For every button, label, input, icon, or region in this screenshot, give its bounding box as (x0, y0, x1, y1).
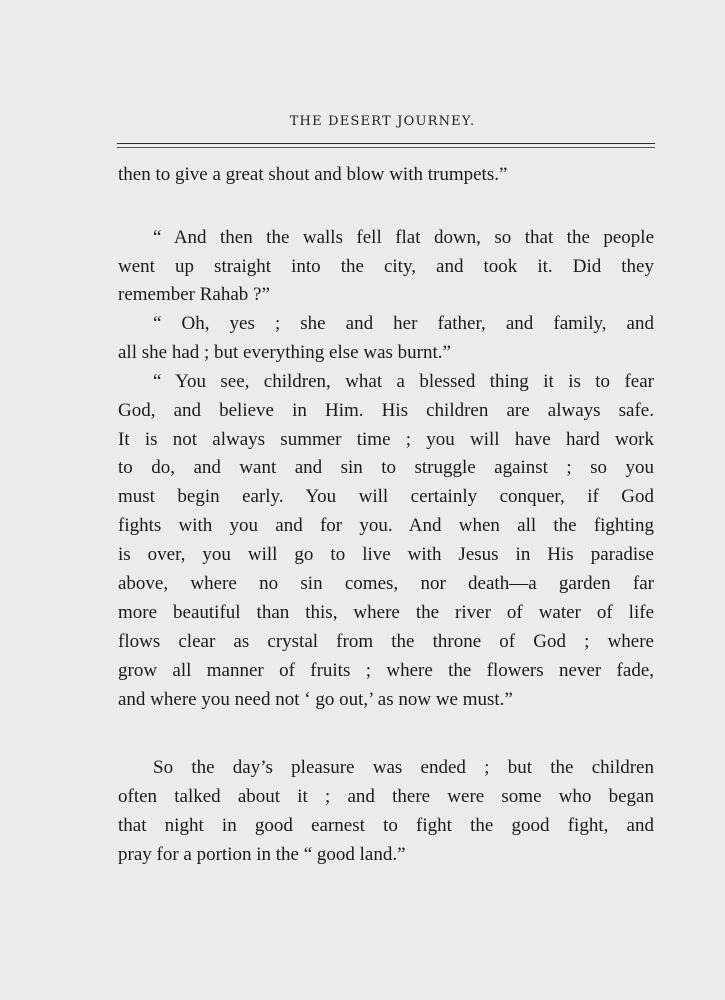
text-line: went up straight into the city, and took it. Did they (118, 256, 654, 277)
text-line: then to give a great shout and blow with trumpets.” (118, 164, 508, 185)
text-line: pray for a portion in the “ good land.” (118, 844, 406, 865)
text-line: above, where no sin comes, nor death—a garden far (118, 573, 654, 594)
text-line: So the day’s pleasure was ended ; but the children (153, 757, 654, 778)
text-line: all she had ; but everything else was burnt.” (118, 342, 451, 363)
header-rule (117, 143, 655, 144)
text-line: and where you need not ‘ go out,’ as now we must.” (118, 689, 513, 710)
text-line: often talked about it ; and there were some who began (118, 786, 654, 807)
text-line: “ You see, children, what a blessed thing it is to fear (153, 371, 654, 392)
text-line: to do, and want and sin to struggle against ; so you (118, 457, 654, 478)
text-line: remember Rahab ?” (118, 284, 270, 305)
text-line: fights with you and for you. And when all the fighting (118, 515, 654, 536)
header-rule-secondary (117, 147, 655, 148)
text-line: God, and believe in Him. His children are always safe. (118, 400, 654, 421)
running-header: THE DESERT JOURNEY. (289, 114, 476, 129)
text-line: must begin early. You will certainly conquer, if God (118, 486, 654, 507)
text-line: more beautiful than this, where the river of water of life (118, 602, 654, 623)
text-line: is over, you will go to live with Jesus in His paradise (118, 544, 654, 565)
text-line: that night in good earnest to fight the good fight, and (118, 815, 654, 836)
text-line: “ Oh, yes ; she and her father, and family, and (153, 313, 654, 334)
text-line: flows clear as crystal from the throne of God ; where (118, 631, 654, 652)
text-line: It is not always summer time ; you will have hard work (118, 429, 654, 450)
text-line: grow all manner of fruits ; where the flowers never fade, (118, 660, 654, 681)
text-line: “ And then the walls fell flat down, so that the people (153, 227, 654, 248)
